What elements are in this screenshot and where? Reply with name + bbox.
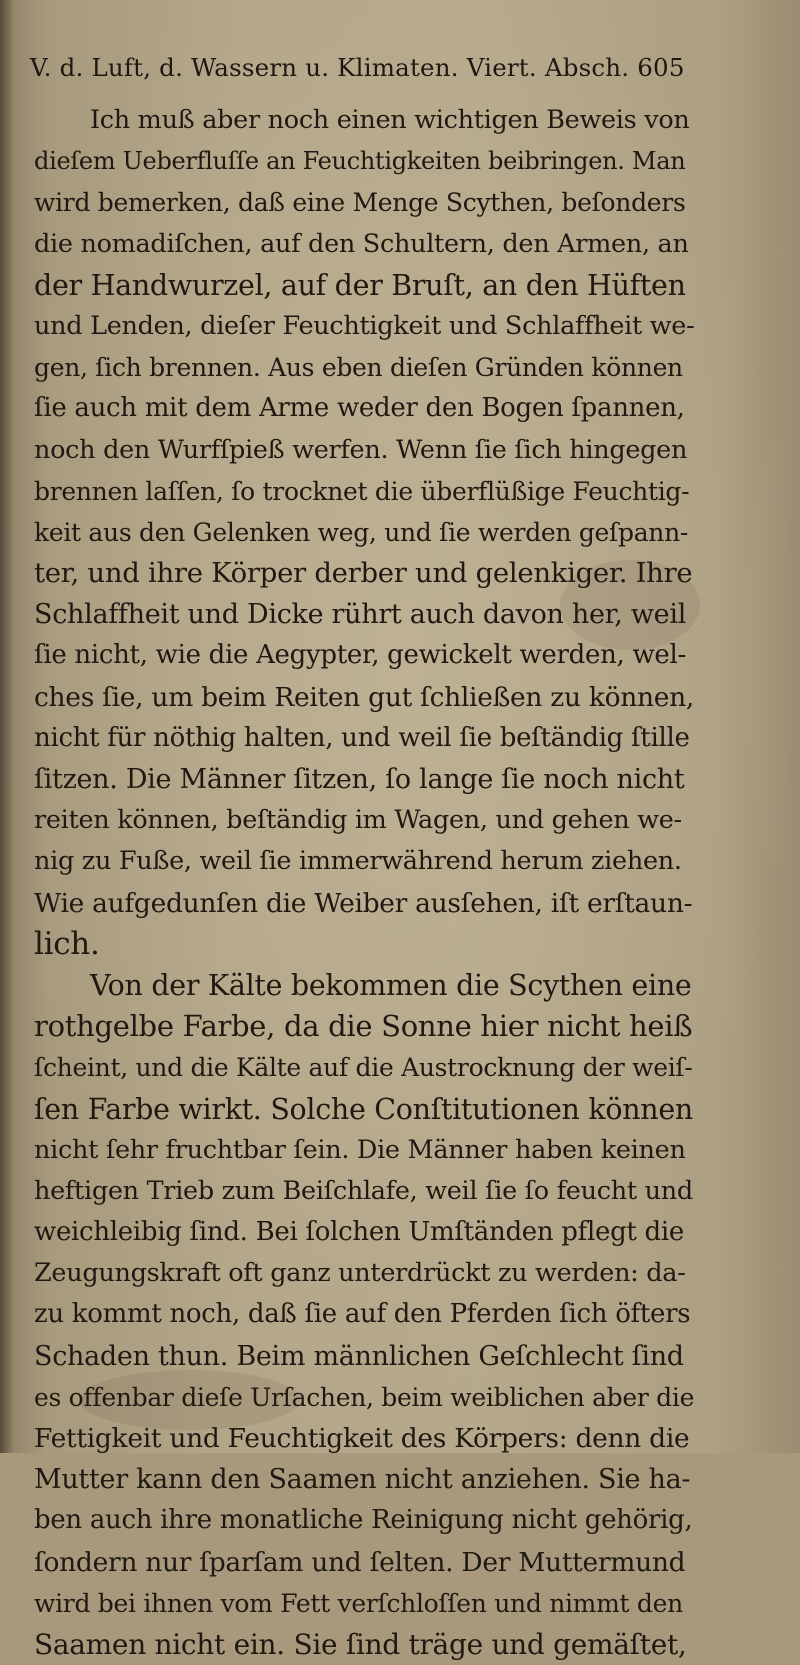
text-line: noch den Wurfſpieß werfen. Wenn ſie ſich hingegen	[34, 434, 688, 465]
text-line: ſondern nur ſparſam und ſelten. Der Muttermund	[34, 1546, 686, 1578]
text-line: ben auch ihre monatliche Reinigung nicht gehörig,	[34, 1505, 693, 1536]
text-line: heftigen Trieb zum Beiſchlafe, weil ſie ſo feucht und	[34, 1175, 693, 1206]
text-line: gen, ſich brennen. Aus eben dieſen Gründen können	[34, 353, 683, 383]
body-text	[34, 100, 694, 1665]
text-line: nicht für nöthig halten, und weil ſie beſtändig ſtille	[34, 722, 690, 753]
text-line: weichleibig ſind. Bei ſolchen Umſtänden pflegt die	[34, 1217, 684, 1248]
text-line: ſen Farbe wirkt. Solche Conſtitutionen können	[34, 1092, 693, 1126]
text-line: der Handwurzel, auf der Bruſt, an den Hüften	[34, 268, 686, 302]
text-line: Schlaffheit und Dicke rührt auch davon her, weil	[34, 599, 687, 631]
text-line: nig zu Fuße, weil ſie immerwährend herum ziehen.	[34, 846, 682, 877]
text-line: Schaden thun. Beim männlichen Geſchlecht ſind	[34, 1340, 684, 1372]
text-line: zu kommt noch, daß ſie auf den Pferden ſich öfters	[34, 1299, 691, 1330]
text-line: ſie nicht, wie die Aegypter, gewickelt werden, wel-	[34, 640, 686, 671]
text-line: ches ſie, um beim Reiten gut ſchließen zu können,	[34, 681, 695, 713]
text-line: keit aus den Gelenken weg, und ſie werden geſpann-	[34, 517, 689, 547]
text-line: lich.	[34, 925, 100, 962]
text-line: ter, und ihre Körper derber und gelenkiger. Ihre	[34, 557, 693, 590]
text-line: Mutter kann den Saamen nicht anziehen. Sie ha-	[34, 1464, 691, 1496]
text-line: rothgelbe Farbe, da die Sonne hier nicht heiß	[34, 1009, 693, 1044]
page-edge-shadow	[0, 0, 14, 1453]
text-line: Wie aufgedunſen die Weiber ausſehen, iſt erſtaun-	[34, 887, 693, 919]
text-line: ſcheint, und die Kälte auf die Austrocknung der weiſ-	[34, 1053, 693, 1083]
text-line: reiten können, beſtändig im Wagen, und gehen we-	[34, 805, 682, 836]
text-line: Von der Kälte bekommen die Scythen eine	[90, 968, 692, 1002]
text-line: Saamen nicht ein. Sie ſind träge und gemäſtet,	[34, 1627, 687, 1661]
text-line: dieſem Ueberfluſſe an Feuchtigkeiten beibringen. Man	[34, 147, 686, 176]
text-line: es offenbar dieſe Urſachen, beim weiblichen aber die	[34, 1382, 695, 1412]
text-line: brennen laſſen, ſo trocknet die überflüßige Feuchtig-	[34, 476, 690, 506]
text-line: die nomadiſchen, auf den Schultern, den Armen, an	[34, 228, 689, 259]
text-line: ſie auch mit dem Arme weder den Bogen ſpannen,	[34, 393, 685, 424]
text-line: wird bei ihnen vom Fett verſchloſſen und nimmt den	[34, 1588, 683, 1618]
text-line: wird bemerken, daß eine Menge Scythen, beſonders	[34, 188, 686, 218]
text-line: und Lenden, dieſer Feuchtigkeit und Schlaffheit we-	[34, 310, 695, 341]
text-line: nicht ſehr fruchtbar ſein. Die Männer haben keinen	[34, 1134, 686, 1165]
running-head: V. d. Luft, d. Wassern u. Klimaten. Viert. Absch. 605	[30, 53, 685, 82]
text-line: Ich muß aber noch einen wichtigen Beweis von	[90, 105, 690, 135]
text-line: ſitzen. Die Männer ſitzen, ſo lange ſie noch nicht	[34, 764, 685, 795]
text-line: Zeugungskraft oft ganz unterdrückt zu werden: da-	[34, 1258, 686, 1289]
text-line: Fettigkeit und Feuchtigkeit des Körpers: denn die	[34, 1423, 690, 1454]
